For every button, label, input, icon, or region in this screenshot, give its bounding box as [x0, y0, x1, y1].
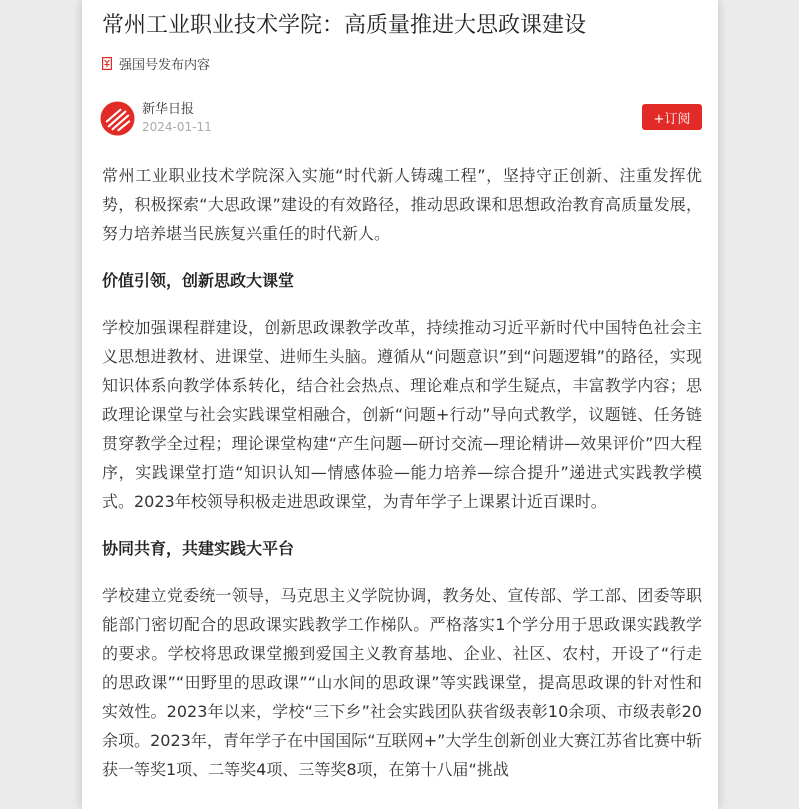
paragraph: 学校建立党委统一领导，马克思主义学院协调，教务处、宣传部、学工部、团委等职能部门密切配合的思政课实践教学工作梯队。严格落实1个学分用于思政课实践教学的要求。学校将思政课堂搬到爱国主义教育基地、企业、社区、农村，开设了“行走的思政课”“田野里的思政课”“山水间的思政课”等实践课堂，提高思政课的针对性和实效性。2023年以来，学校“三下乡”社会实践团队获省级表彰10余项、市级表彰20余项。2023年，青年学子在中国国际“互联网+”大学生创新创业大赛江苏省比赛中斩获一等奖1项、二等奖4项、三等奖8项，在第十八届“挑战	[102, 586, 702, 779]
author-name[interactable]: 新华日报	[142, 102, 195, 117]
paragraph: 常州工业职业技术学院深入实施“时代新人铸魂工程”，坚持守正创新、注重发挥优势，积极探索“大思政课”建设的有效路径，推动思政课和思想政治教育高质量发展，努力培养堪当民族复兴重任的时代新人。	[102, 166, 702, 243]
article-body	[102, 161, 702, 802]
avatar[interactable]	[100, 101, 135, 136]
article-title: 常州工业职业技术学院：高质量推进大思政课建设	[102, 13, 587, 38]
bookmark-icon	[102, 57, 112, 70]
section-heading: 价值引领，创新思政大课堂	[102, 271, 295, 290]
source-tag	[102, 53, 210, 73]
section-heading: 协同共育，共建实践大平台	[102, 539, 295, 558]
paragraph: 学校加强课程群建设，创新思政课教学改革，持续推动习近平新时代中国特色社会主义思想进教材、进课堂、进师生头脑。遵循从“问题意识”到“问题逻辑”的路径，实现知识体系向教学体系转化，结合社会热点、理论难点和学生疑点，丰富教学内容；思政理论课堂与社会实践课堂相融合，创新“问题+行动”导向式教学，议题链、任务链贯穿教学全过程；理论课堂构建“产生问题—研讨交流—理论精讲—效果评价”四大程序，实践课堂打造“知识认知—情感体验—能力培养—综合提升”递进式实践教学模式。2023年校领导积极走进思政课堂，为青年学子上课累计近百课时。	[102, 318, 702, 511]
article-page	[82, 0, 718, 809]
subscribe-button[interactable]: +订阅	[642, 104, 702, 130]
author-bar	[100, 101, 704, 137]
source-label: 强国号发布内容	[119, 57, 211, 73]
publish-date: 2024-01-11	[142, 120, 212, 134]
